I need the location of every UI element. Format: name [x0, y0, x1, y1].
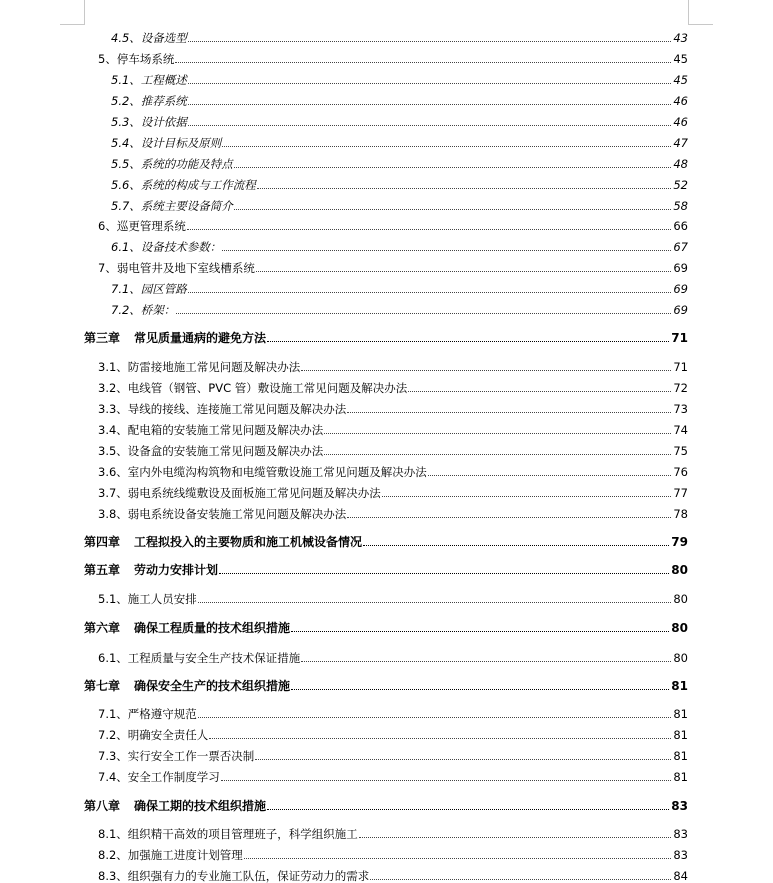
- toc-entry-title: 设备选型: [140, 31, 187, 45]
- toc-entry-page-number: 67: [673, 240, 688, 254]
- toc-entry-number: 7.2、: [111, 303, 141, 317]
- toc-entry[interactable]: [98, 377, 688, 395]
- toc-entry[interactable]: [98, 865, 688, 883]
- toc-entry-page-number: 83: [673, 827, 688, 841]
- toc-dot-leader: [370, 879, 671, 880]
- toc-dot-leader: [267, 809, 669, 810]
- toc-entry-page-number: 72: [673, 381, 688, 395]
- toc-entry-number: 5.2、: [111, 94, 141, 108]
- toc-entry[interactable]: [111, 174, 688, 192]
- toc-dot-leader: [221, 780, 672, 781]
- toc-entry-page-number: 84: [673, 869, 688, 883]
- toc-entry[interactable]: [111, 111, 688, 129]
- toc-entry-number: 5.6、: [111, 178, 141, 192]
- toc-entry-title: 系统主要设备简介: [140, 199, 233, 213]
- toc-entry-title: 实行安全工作一票否决制: [127, 749, 255, 763]
- toc-entry-page-number: 71: [671, 331, 688, 345]
- toc-entry-title: 配电箱的安装施工常见问题及解决办法: [127, 423, 324, 437]
- toc-entry[interactable]: [98, 215, 688, 233]
- toc-dot-leader: [219, 573, 669, 574]
- toc-entry[interactable]: [84, 559, 688, 577]
- toc-entry-title: 工程拟投入的主要物质和施工机械设备情况: [134, 535, 363, 549]
- toc-dot-leader: [188, 41, 672, 42]
- toc-entry[interactable]: [84, 617, 688, 635]
- toc-entry[interactable]: [84, 675, 688, 693]
- toc-entry-page-number: 46: [673, 115, 688, 129]
- toc-entry-title: 推荐系统: [140, 94, 187, 108]
- toc-dot-leader: [347, 517, 671, 518]
- toc-entry-number: 3.7、: [98, 486, 128, 500]
- toc-entry-page-number: 83: [673, 848, 688, 862]
- toc-dot-leader: [363, 545, 669, 546]
- toc-entry-page-number: 46: [673, 94, 688, 108]
- toc-entry-page-number: 71: [673, 360, 688, 374]
- toc-entry[interactable]: [98, 440, 688, 458]
- toc-dot-leader: [187, 229, 672, 230]
- toc-entry-title: 设备技术参数：: [140, 240, 222, 254]
- toc-entry[interactable]: [111, 90, 688, 108]
- toc-entry-title: 桥架：: [140, 303, 176, 317]
- toc-dot-leader: [324, 433, 671, 434]
- toc-entry-number: 第八章: [84, 799, 121, 813]
- toc-dot-leader: [255, 759, 671, 760]
- toc-entry-number: 5.4、: [111, 136, 141, 150]
- toc-entry[interactable]: [84, 531, 688, 549]
- toc-entry-number: 3.4、: [98, 423, 128, 437]
- toc-entry-number: 3.2、: [98, 381, 128, 395]
- toc-entry-page-number: 80: [673, 592, 688, 606]
- toc-entry-page-number: 81: [671, 679, 688, 693]
- toc-entry-page-number: 74: [673, 423, 688, 437]
- toc-entry[interactable]: [98, 419, 688, 437]
- toc-dot-leader: [175, 62, 671, 63]
- toc-entry[interactable]: [98, 766, 688, 784]
- toc-dot-leader: [408, 391, 671, 392]
- toc-entry-page-number: 83: [671, 799, 688, 813]
- toc-entry[interactable]: [111, 153, 688, 171]
- toc-entry-page-number: 73: [673, 402, 688, 416]
- toc-entry-page-number: 76: [673, 465, 688, 479]
- toc-entry-number: 3.3、: [98, 402, 128, 416]
- toc-entry[interactable]: [84, 795, 688, 813]
- toc-entry-title: 组织精干高效的项目管理班子，科学组织施工: [127, 827, 358, 841]
- toc-entry-title: 设计依据: [140, 115, 187, 129]
- toc-dot-leader: [188, 125, 672, 126]
- toc-entry[interactable]: [98, 647, 688, 665]
- toc-entry-number: 7.2、: [98, 728, 128, 742]
- toc-entry[interactable]: [98, 588, 688, 606]
- toc-dot-leader: [428, 475, 672, 476]
- toc-dot-leader: [234, 209, 672, 210]
- toc-entry-number: 5.3、: [111, 115, 141, 129]
- toc-entry[interactable]: [98, 503, 688, 521]
- toc-entry[interactable]: [98, 461, 688, 479]
- toc-entry-number: 3.1、: [98, 360, 128, 374]
- toc-entry[interactable]: [98, 724, 688, 742]
- toc-entry-number: 5.1、: [98, 592, 128, 606]
- toc-entry-number: 5.1、: [111, 73, 141, 87]
- toc-entry-title: 施工人员安排: [127, 592, 197, 606]
- toc-entry-page-number: 81: [673, 728, 688, 742]
- toc-entry-title: 停车场系统: [116, 52, 175, 66]
- toc-dot-leader: [256, 271, 672, 272]
- toc-entry-number: 5.7、: [111, 199, 141, 213]
- toc-entry-title: 常见质量通病的避免方法: [134, 331, 267, 345]
- toc-entry-title: 弱电系统线缆敷设及面板施工常见问题及解决办法: [127, 486, 381, 500]
- toc-dot-leader: [176, 313, 671, 314]
- toc-entry-title: 劳动力安排计划: [134, 563, 219, 577]
- toc-entry[interactable]: [98, 482, 688, 500]
- toc-entry[interactable]: [111, 299, 688, 317]
- toc-entry-number: 8.1、: [98, 827, 128, 841]
- toc-entry-page-number: 75: [673, 444, 688, 458]
- toc-entry-number: 8.3、: [98, 869, 128, 883]
- toc-entry-title: 弱电系统设备安装施工常见问题及解决办法: [127, 507, 347, 521]
- toc-entry-title: 系统的功能及特点: [140, 157, 233, 171]
- toc-entry-title: 巡更管理系统: [116, 219, 186, 233]
- toc-entry-page-number: 80: [671, 563, 688, 577]
- toc-entry-title: 严格遵守规范: [127, 707, 197, 721]
- toc-dot-leader: [244, 858, 672, 859]
- toc-entry-page-number: 81: [673, 770, 688, 784]
- toc-entry-page-number: 47: [673, 136, 688, 150]
- toc-entry-title: 组织强有力的专业施工队伍，保证劳动力的需求: [127, 869, 370, 883]
- toc-entry[interactable]: [111, 132, 688, 150]
- toc-dot-leader: [324, 454, 671, 455]
- toc-dot-leader: [198, 717, 672, 718]
- toc-dot-leader: [382, 496, 672, 497]
- toc-dot-leader: [291, 631, 669, 632]
- toc-entry[interactable]: [84, 327, 688, 345]
- toc-entry-number: 6.1、: [98, 651, 128, 665]
- toc-entry[interactable]: [98, 257, 688, 275]
- toc-entry-title: 设计目标及原则: [140, 136, 222, 150]
- toc-entry-number: 8.2、: [98, 848, 128, 862]
- toc-entry[interactable]: [98, 745, 688, 763]
- toc-entry-number: 6.1、: [111, 240, 141, 254]
- toc-entry[interactable]: [98, 398, 688, 416]
- toc-entry[interactable]: [98, 356, 688, 374]
- toc-entry-number: 3.8、: [98, 507, 128, 521]
- toc-entry-page-number: 52: [673, 178, 688, 192]
- toc-dot-leader: [222, 146, 671, 147]
- toc-entry-number: 4.5、: [111, 31, 141, 45]
- toc-entry-title: 导线的接线、连接施工常见问题及解决办法: [127, 402, 347, 416]
- toc-entry-number: 3.5、: [98, 444, 128, 458]
- margin-corner-mark: [60, 0, 85, 25]
- toc-entry-number: 5、: [98, 52, 117, 66]
- toc-entry-page-number: 69: [673, 282, 688, 296]
- toc-entry-number: 7、: [98, 261, 117, 275]
- toc-entry-number: 第四章: [84, 535, 121, 549]
- toc-dot-leader: [188, 83, 672, 84]
- toc-dot-leader: [301, 370, 671, 371]
- toc-entry-title: 系统的构成与工作流程: [140, 178, 256, 192]
- toc-entry-page-number: 81: [673, 707, 688, 721]
- toc-entry-page-number: 79: [671, 535, 688, 549]
- toc-dot-leader: [359, 837, 672, 838]
- toc-entry-number: 3.6、: [98, 465, 128, 479]
- toc-entry-number: 7.3、: [98, 749, 128, 763]
- toc-dot-leader: [301, 661, 671, 662]
- toc-entry-number: 7.1、: [98, 707, 128, 721]
- toc-entry-page-number: 66: [673, 219, 688, 233]
- toc-entry-title: 工程质量与安全生产技术保证措施: [127, 651, 301, 665]
- toc-entry-title: 确保安全生产的技术组织措施: [134, 679, 291, 693]
- toc-entry-title: 确保工程质量的技术组织措施: [134, 621, 291, 635]
- toc-entry[interactable]: [111, 278, 688, 296]
- toc-entry-number: 第六章: [84, 621, 121, 635]
- toc-entry-title: 安全工作制度学习: [127, 770, 220, 784]
- toc-entry-number: 第三章: [84, 331, 121, 345]
- toc-entry-title: 确保工期的技术组织措施: [134, 799, 267, 813]
- toc-entry-title: 工程概述: [140, 73, 187, 87]
- toc-entry-page-number: 80: [673, 651, 688, 665]
- toc-entry-title: 电线管（钢管、PVC 管）敷设施工常见问题及解决办法: [127, 381, 408, 395]
- toc-entry-title: 防雷接地施工常见问题及解决办法: [127, 360, 301, 374]
- toc-dot-leader: [257, 188, 672, 189]
- toc-entry-title: 弱电管井及地下室线槽系统: [116, 261, 255, 275]
- toc-dot-leader: [222, 250, 671, 251]
- toc-entry[interactable]: [98, 48, 688, 66]
- toc-entry-page-number: 78: [673, 507, 688, 521]
- toc-entry-page-number: 81: [673, 749, 688, 763]
- toc-entry-title: 加强施工进度计划管理: [127, 848, 243, 862]
- toc-entry-page-number: 69: [673, 303, 688, 317]
- toc-entry-page-number: 43: [673, 31, 688, 45]
- toc-entry-number: 7.4、: [98, 770, 128, 784]
- toc-dot-leader: [234, 167, 672, 168]
- toc-entry-number: 第七章: [84, 679, 121, 693]
- toc-entry-title: 明确安全责任人: [127, 728, 209, 742]
- toc-entry-number: 5.5、: [111, 157, 141, 171]
- toc-entry-number: 6、: [98, 219, 117, 233]
- toc-entry-page-number: 45: [673, 52, 688, 66]
- toc-entry[interactable]: [98, 703, 688, 721]
- toc-entry[interactable]: [111, 195, 688, 213]
- toc-dot-leader: [291, 689, 669, 690]
- toc-entry-page-number: 58: [673, 199, 688, 213]
- toc-entry-title: 室内外电缆沟构筑物和电缆管敷设施工常见问题及解决办法: [127, 465, 427, 479]
- toc-entry-number: 第五章: [84, 563, 121, 577]
- toc-entry-page-number: 77: [673, 486, 688, 500]
- toc-dot-leader: [347, 412, 671, 413]
- toc-dot-leader: [188, 292, 672, 293]
- toc-dot-leader: [209, 738, 671, 739]
- toc-entry[interactable]: [98, 844, 688, 862]
- toc-dot-leader: [198, 602, 672, 603]
- toc-entry-title: 设备盒的安装施工常见问题及解决办法: [127, 444, 324, 458]
- toc-dot-leader: [267, 341, 669, 342]
- toc-entry-title: 园区管路: [140, 282, 187, 296]
- toc-entry-page-number: 45: [673, 73, 688, 87]
- margin-corner-mark: [688, 0, 713, 25]
- toc-entry[interactable]: [111, 27, 688, 45]
- toc-dot-leader: [188, 104, 672, 105]
- toc-entry-page-number: 69: [673, 261, 688, 275]
- toc-entry-page-number: 48: [673, 157, 688, 171]
- toc-entry[interactable]: [111, 69, 688, 87]
- toc-entry[interactable]: [111, 236, 688, 254]
- toc-entry-number: 7.1、: [111, 282, 141, 296]
- toc-entry-page-number: 80: [671, 621, 688, 635]
- toc-entry[interactable]: [98, 823, 688, 841]
